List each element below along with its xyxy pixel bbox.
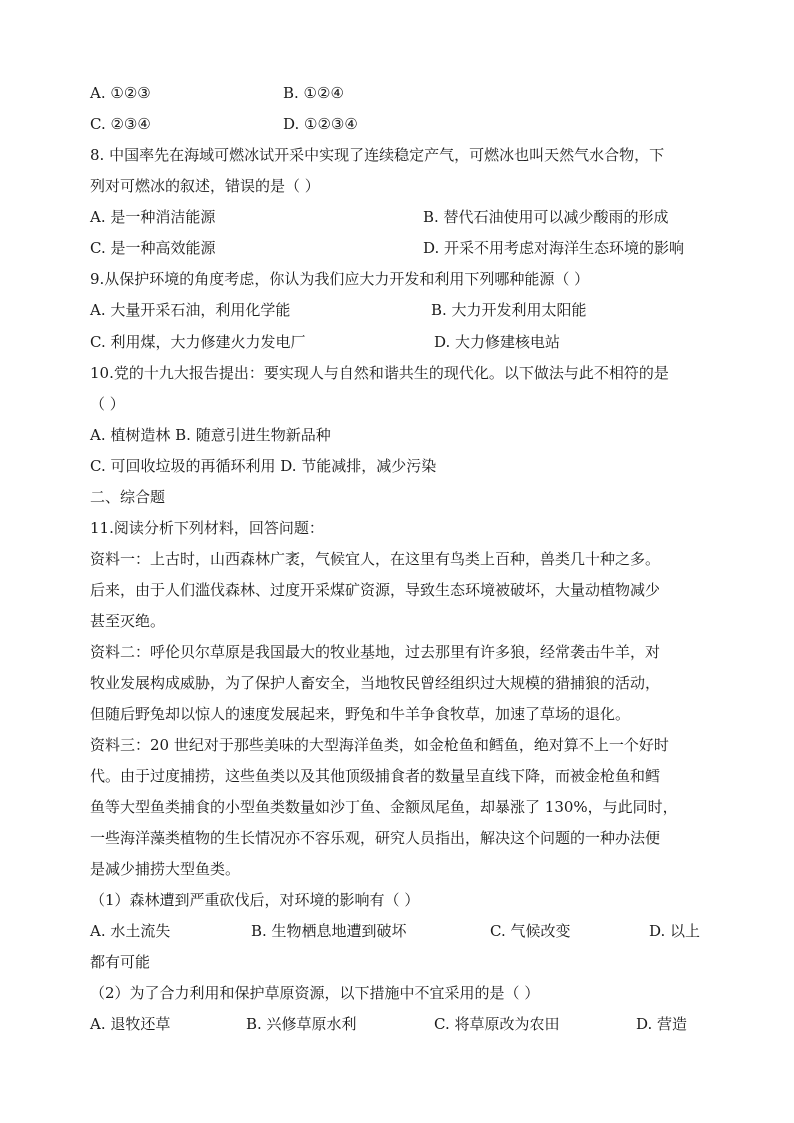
q10-stem-line1: 10.党的十九大报告提出：要实现人与自然和谐共生的现代化。以下做法与此不相符的是 (90, 364, 669, 382)
q11-sub1-option-d-cont: 都有可能 (90, 953, 151, 971)
q11-sub2-option-c: C. 将草原改为农田 (434, 1015, 560, 1033)
q11-sub1-option-c: C. 气候改变 (490, 922, 571, 940)
q11-material2-line3: 但随后野兔却以惊人的速度发展起来，野兔和牛羊争食牧草，加速了草场的退化。 (90, 705, 631, 723)
q11-material2-line2: 牧业发展构成威胁，为了保护人畜安全，当地牧民曾经组织过大规模的猎捕狼的活动， (90, 674, 661, 692)
q11-sub2-stem: （2）为了合力利用和保护草原资源，以下措施中不宜采用的是（ ） (90, 984, 540, 1002)
q11-material3-line1: 资料三：20 世纪对于那些美味的大型海洋鱼类，如金枪鱼和鳕鱼，绝对算不上一个好时 (90, 736, 669, 754)
q11-sub1-option-a: A. 水土流失 (90, 922, 171, 940)
q7-option-c: C. ②③④ (90, 115, 151, 133)
q8-stem-line2: 列对可燃冰的叙述，错误的是（ ） (90, 177, 320, 195)
q11-material3-line4: 一些海洋藻类植物的生长情况亦不容乐观，研究人员指出，解决这个问题的一种办法便 (90, 829, 661, 847)
q8-option-b: B. 替代石油使用可以减少酸雨的形成 (423, 208, 669, 226)
q11-sub1-option-b: B. 生物栖息地遭到破坏 (251, 922, 407, 940)
q11-sub2-option-a: A. 退牧还草 (90, 1015, 171, 1033)
q10-options-ab: A. 植树造林 B. 随意引进生物新品种 (90, 426, 331, 444)
q10-options-cd: C. 可回收垃圾的再循环利用 D. 节能减排，减少污染 (90, 457, 437, 475)
q11-material3-line3: 鱼等大型鱼类捕食的小型鱼类数量如沙丁鱼、金额凤尾鱼，却暴涨了 130%，与此同时， (90, 798, 678, 816)
q11-stem: 11.阅读分析下列材料，回答问题： (90, 519, 324, 537)
q9-option-a: A. 大量开采石油，利用化学能 (90, 301, 291, 319)
q7-option-a: A. ①②③ (90, 84, 151, 102)
q9-stem: 9.从保护环境的角度考虑，你认为我们应大力开发和利用下列哪种能源（ ） (90, 270, 590, 288)
q11-sub2-option-b: B. 兴修草原水利 (246, 1015, 357, 1033)
q11-material3-line2: 代。由于过度捕捞，这些鱼类以及其他顶级捕食者的数量呈直线下降，而被金枪鱼和鳕 (90, 767, 661, 785)
q8-option-a: A. 是一种消洁能源 (90, 208, 216, 226)
q9-option-b: B. 大力开发利用太阳能 (431, 301, 587, 319)
q11-sub2-option-d: D. 营造 (636, 1015, 688, 1033)
q9-option-d: D. 大力修建核电站 (434, 333, 561, 351)
q11-material1-line3: 甚至灭绝。 (90, 612, 166, 630)
q11-material1-line1: 资料一：上古时，山西森林广袤，气候宜人，在这里有鸟类上百种，兽类几十种之多。 (90, 550, 661, 568)
q11-material1-line2: 后来，由于人们滥伐森林、过度开采煤矿资源，导致生态环境被破坏，大量动植物减少 (90, 581, 661, 599)
q8-option-d: D. 开采不用考虑对海洋生态环境的影响 (423, 239, 685, 257)
q8-stem-line1: 8. 中国率先在海域可燃冰试开采中实现了连续稳定产气，可燃冰也叫天然气水合物，下 (90, 146, 665, 164)
q11-sub1-stem: （1）森林遭到严重砍伐后，对环境的影响有（ ） (90, 891, 420, 909)
q9-option-c: C. 利用煤，大力修建火力发电厂 (90, 333, 306, 351)
q8-option-c: C. 是一种高效能源 (90, 239, 216, 257)
q11-material2-line1: 资料二：呼伦贝尔草原是我国最大的牧业基地，过去那里有许多狼，经常袭击牛羊，对 (90, 643, 661, 661)
q10-stem-line2: （ ） (90, 395, 125, 413)
q7-option-d: D. ①②③④ (283, 115, 358, 133)
q11-sub1-option-d: D. 以上 (649, 922, 701, 940)
q11-material3-line5: 是减少捕捞大型鱼类。 (90, 860, 241, 878)
q7-option-b: B. ①②④ (283, 84, 344, 102)
section-title: 二、综合题 (90, 488, 166, 506)
